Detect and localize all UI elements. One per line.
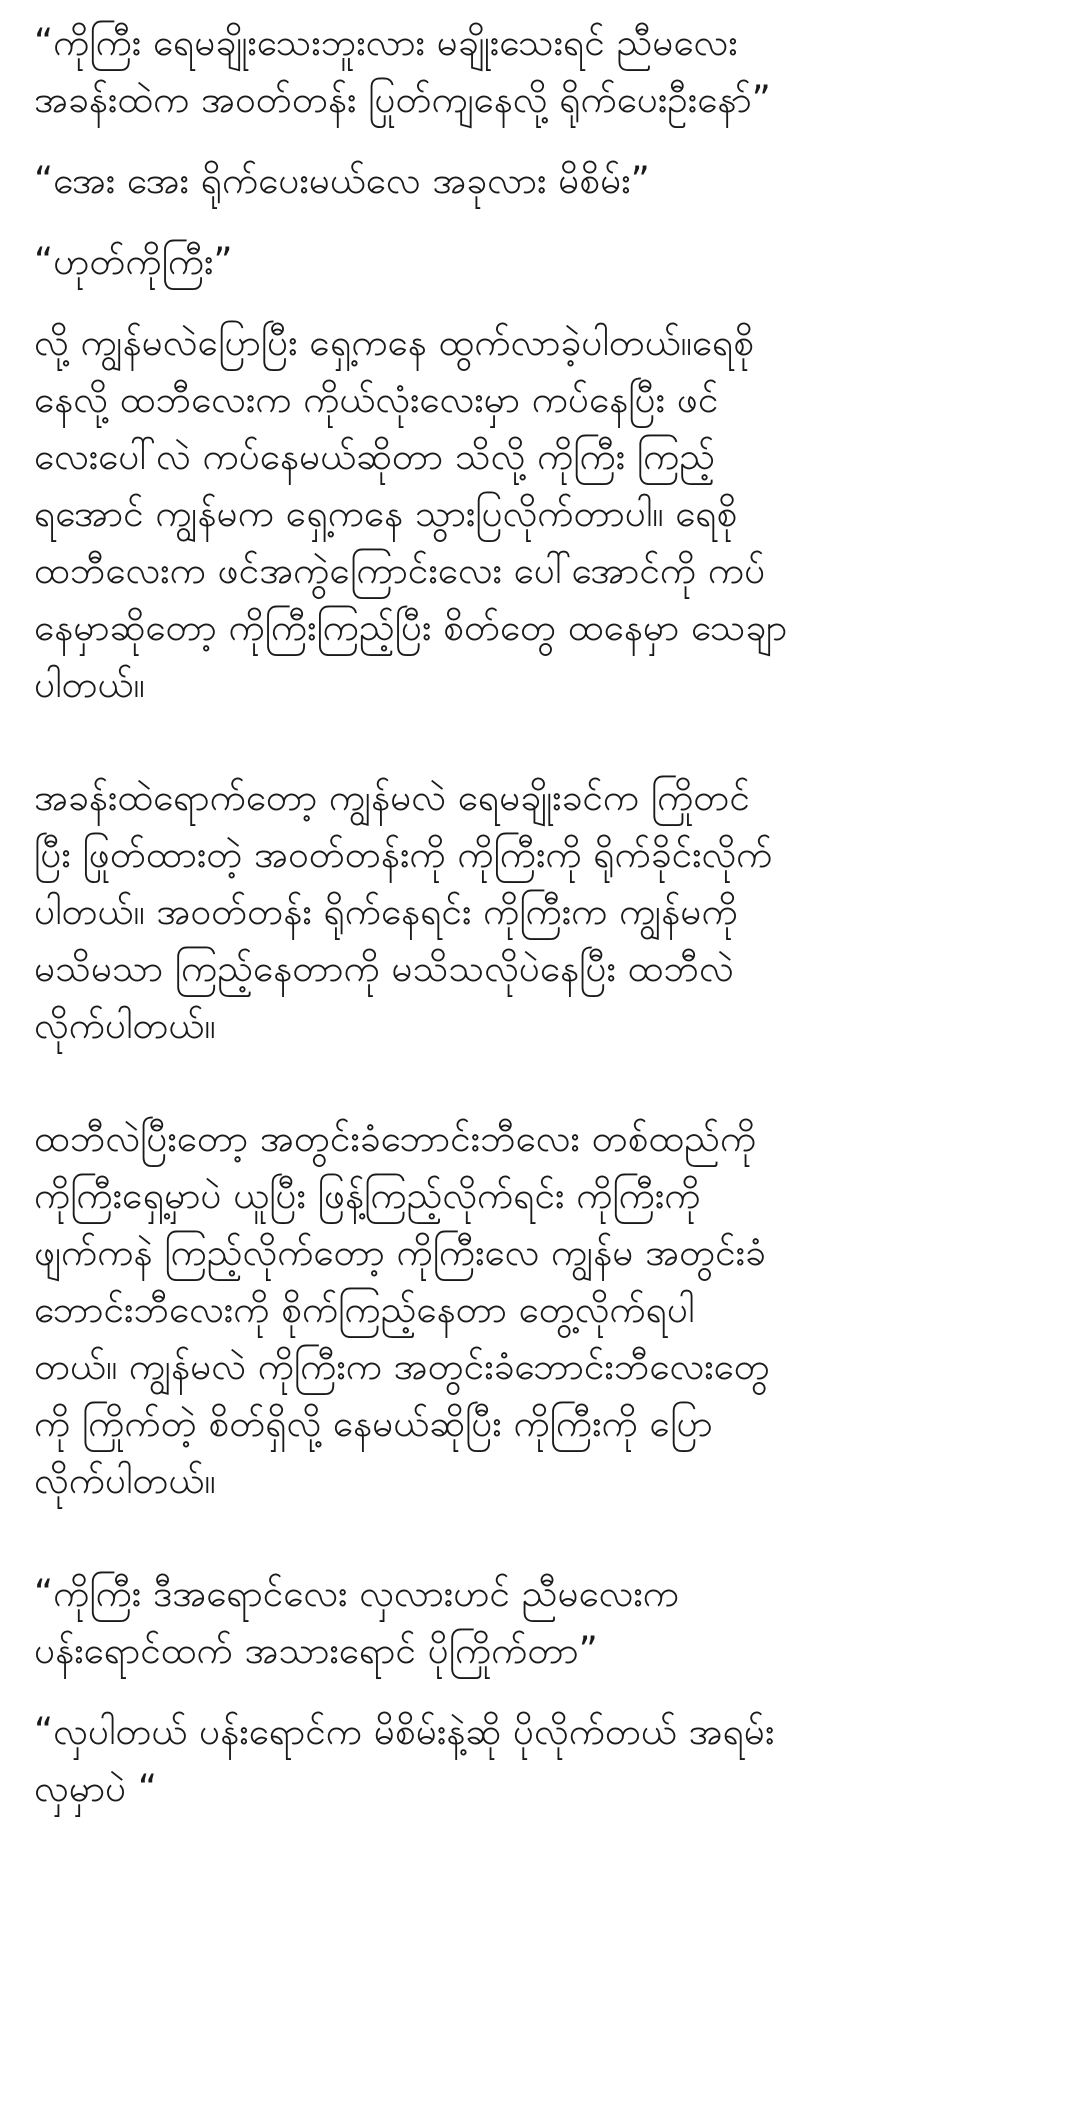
text-line: မသိမသာ ကြည့်နေတာကို မသိသလိုပဲနေပြီး ထဘီလဲ — [34, 947, 734, 990]
text-line: လေးပေါ်လဲ ကပ်နေမယ်ဆိုတာ သိလို့ ကိုကြီး ကြည့် — [34, 435, 716, 478]
text-line: “လှပါတယ် ပန်းရောင်က မိစိမ်းနဲ့ဆို ပိုလိုက်တယ် အရမ်း — [34, 1710, 775, 1753]
dialogue-paragraph-3 — [34, 233, 1058, 290]
text-line: လို့ ကျွန်မလဲပြောပြီး ရှေ့ကနေ ထွက်လာခဲ့ပါတယ်။ရေစို — [34, 321, 755, 364]
text-line: ပါတယ်။ — [34, 663, 145, 706]
text-line: တယ်။ ကျွန်မလဲ ကိုကြီးက အတွင်းခံဘောင်းဘီလေးတွေ — [34, 1345, 770, 1388]
dialogue-paragraph-2 — [34, 152, 1058, 209]
text-line: နေလို့ ထဘီလေးက ကိုယ်လုံးလေးမှာ ကပ်နေပြီး ဖင် — [34, 378, 719, 421]
text-line: ကို ကြိုက်တဲ့ စိတ်ရှိလို့ နေမယ်ဆိုပြီး ကိုကြီးကို ပြော — [34, 1402, 713, 1445]
text-line: ဖျက်ကနဲ ကြည့်လိုက်တော့ ကိုကြီးလေ ကျွန်မ အတွင်းခံ — [34, 1231, 766, 1274]
text-line: ဘောင်းဘီလေးကို စိုက်ကြည့်နေတာ တွေ့လိုက်ရပါ — [34, 1288, 695, 1331]
text-line: “ဟုတ်ကိုကြီး” — [34, 240, 233, 283]
text-line: ထဘီလဲပြီးတော့ အတွင်းခံဘောင်းဘီလေး တစ်ထည်ကို — [34, 1117, 757, 1160]
text-line: လိုက်ပါတယ်။ — [34, 1004, 216, 1047]
text-line: ရအောင် ကျွန်မက ရှေ့ကနေ သွားပြလိုက်တာပါ။ ရေစို — [34, 492, 738, 535]
text-line: “ကိုကြီး ဒီအရောင်လေး လှလားဟင် ညီမလေးက — [34, 1572, 679, 1615]
text-line: ပါတယ်။ အဝတ်တန်း ရိုက်နေရင်း ကိုကြီးက ကျွန်မကို — [34, 890, 738, 933]
text-line: ပြီး ဖြုတ်ထားတဲ့ အဝတ်တန်းကို ကိုကြီးကို ရိုက်ခိုင်းလိုက် — [34, 833, 773, 876]
text-line: “ကိုကြီး ရေမချိုးသေးဘူးလား မချိုးသေးရင် ညီမလေး — [34, 21, 738, 64]
text-line: “အေး အေး ရိုက်ပေးမယ်လေ အခုလား မိစိမ်း” — [34, 159, 650, 202]
text-line: အခန်းထဲက အဝတ်တန်း ပြုတ်ကျနေလို့ ရိုက်ပေးဦးနော်” — [34, 78, 771, 121]
narrative-paragraph-1 — [34, 314, 1058, 713]
narrative-paragraph-3 — [34, 1110, 1058, 1509]
text-line: နေမှာဆိုတော့ ကိုကြီးကြည့်ပြီး စိတ်တွေ ထနေမှာ သေချာ — [34, 606, 788, 649]
text-line: ပန်းရောင်ထက် အသားရောင် ပိုကြိုက်တာ” — [34, 1629, 598, 1672]
text-line: အခန်းထဲရောက်တော့ ကျွန်မလဲ ရေမချိုးခင်က ကြိုတင် — [34, 776, 750, 819]
narrative-paragraph-2 — [34, 769, 1058, 1054]
text-line: လှမှာပဲ “ — [34, 1767, 158, 1810]
text-line: ထဘီလေးက ဖင်အကွဲကြောင်းလေး ပေါ်အောင်ကို ကပ် — [34, 549, 766, 592]
text-line: ကိုကြီးရှေ့မှာပဲ ယူပြီး ဖြန့်ကြည့်လိုက်ရင်း ကိုကြီးကို — [34, 1174, 701, 1217]
text-line: လိုက်ပါတယ်။ — [34, 1459, 216, 1502]
dialogue-paragraph-4 — [34, 1565, 1058, 1679]
dialogue-paragraph-1 — [34, 14, 1058, 128]
dialogue-paragraph-5 — [34, 1703, 1058, 1817]
